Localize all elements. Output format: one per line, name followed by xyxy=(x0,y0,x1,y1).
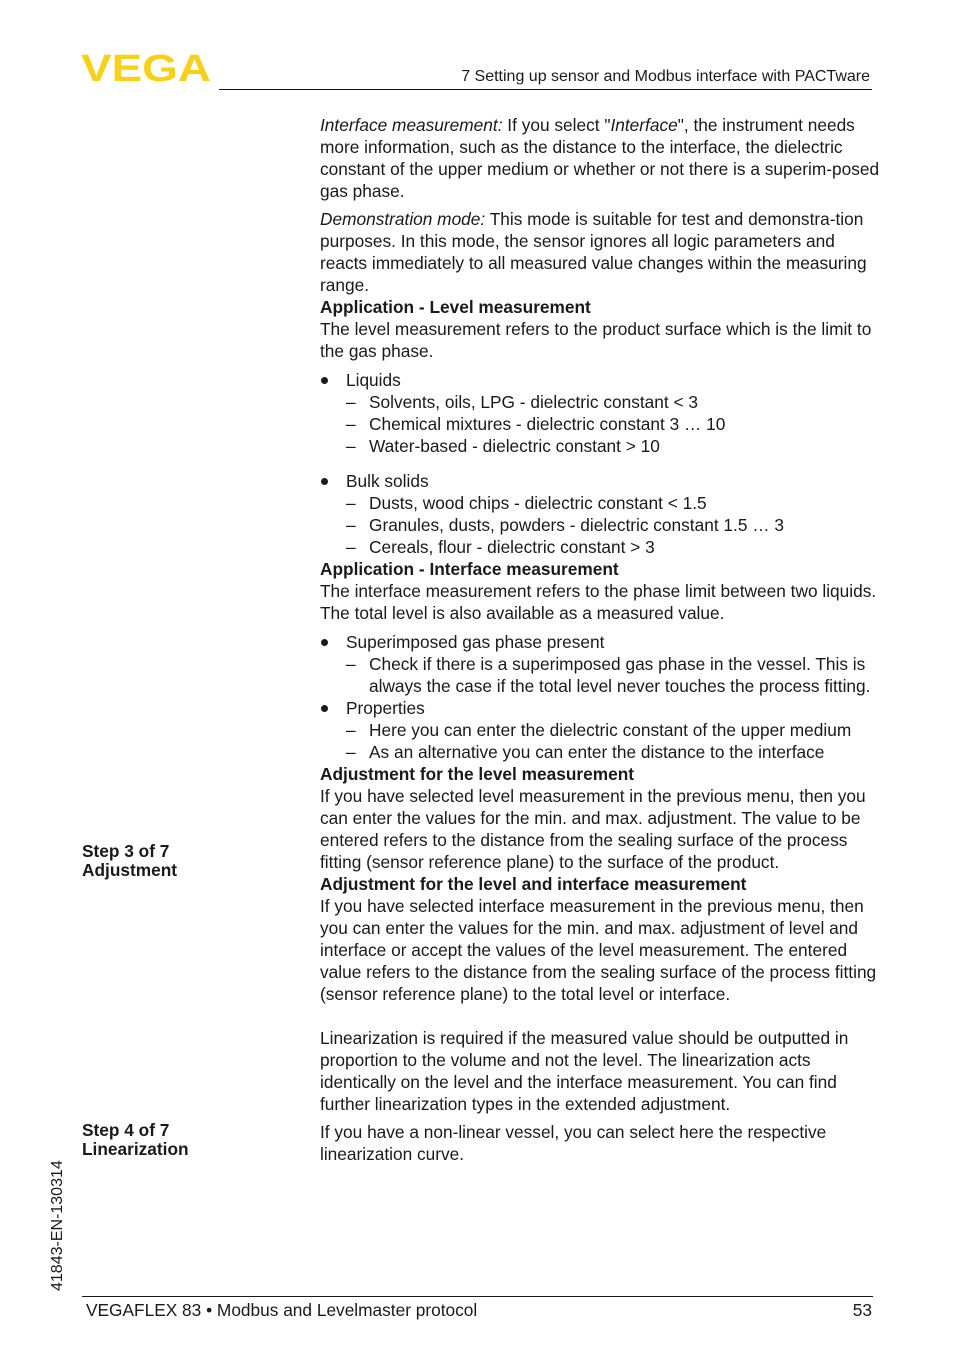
logo-text: VEGA xyxy=(81,51,211,83)
page-number: 53 xyxy=(852,1300,872,1320)
sub-list-item: – Granules, dusts, powders - dielectric constant 1.5 … 3 xyxy=(346,514,880,536)
level-adjustment-text: If you have selected level measurement in the previous menu, then you can enter the values for the min. and max. adjustment. The value to be entered refers to the distance from the sealing surface of the process fitting (sensor reference plane) to the surface of the product. xyxy=(320,786,866,872)
level-adjustment-heading: Adjustment for the level measurement xyxy=(320,764,635,784)
document-number: 41843-EN-130314 xyxy=(49,1160,66,1291)
step4-title: Linearization xyxy=(82,1139,189,1159)
interface-app-list xyxy=(320,631,880,763)
sub-list-item: – Solvents, oils, LPG - dielectric constant < 3 xyxy=(346,391,880,413)
interface-app-heading: Application - Interface measurement xyxy=(320,559,619,579)
sub-list-item: – Here you can enter the dielectric constant of the upper medium xyxy=(346,719,880,741)
list-item: Liquids – Solvents, oils, LPG - dielectric constant < 3 – Chemical mixtures - dielectric constant 3 … 10 – Water-based - dielectric constant > 10 xyxy=(320,369,880,457)
footer-product: VEGAFLEX 83 • Modbus and Levelmaster protocol xyxy=(86,1300,478,1320)
interface-term: Interface xyxy=(610,115,678,135)
demo-mode-label: Demonstration mode: xyxy=(320,209,486,229)
step3-label xyxy=(82,842,302,880)
interface-adjustment-heading: Adjustment for the level and interface measurement xyxy=(320,874,747,894)
sub-list-item: – Dusts, wood chips - dielectric constant < 1.5 xyxy=(346,492,880,514)
sub-list-item: – Cereals, flour - dielectric constant > 3 xyxy=(346,536,880,558)
interface-app-text: The interface measurement refers to the phase limit between two liquids. The total level is also available as a measured value. xyxy=(320,581,877,623)
interface-adjustment-text: If you have selected interface measurement in the previous menu, then you can enter the values for the min. and max. adjustment of level and interface or accept the values of the level measurement. The entered value refers to the distance from the sealing surface of the process fitting (sensor reference plane) to the total level or interface. xyxy=(320,896,877,1004)
main-content xyxy=(320,114,880,1165)
list-item: Superimposed gas phase present – Check if there is a superimposed gas phase in the vessel. This is always the case if the total level never touches the process fitting. xyxy=(320,631,880,697)
step4-label xyxy=(82,1121,302,1159)
linearization-curve-text: If you have a non-linear vessel, you can select here the respective linearization curve. xyxy=(320,1122,827,1164)
linearization-text: Linearization is required if the measured value should be outputted in proportion to the volume and not the level. The linearization acts identically on the level and the interface measurement. You can find further linearization types in the extended adjustment. xyxy=(320,1028,849,1114)
level-app-text: The level measurement refers to the product surface which is the limit to the gas phase. xyxy=(320,319,872,361)
header-divider xyxy=(219,89,872,90)
interface-mode-label: Interface measurement: xyxy=(320,115,503,135)
sub-list-item: – Check if there is a superimposed gas phase in the vessel. This is always the case if the total level never touches the process fitting. xyxy=(346,653,880,697)
vega-logo xyxy=(81,51,211,83)
sub-list-item: – Chemical mixtures - dielectric constant 3 … 10 xyxy=(346,413,880,435)
list-item: Bulk solids – Dusts, wood chips - dielectric constant < 1.5 – Granules, dusts, powders - dielectric constant 1.5 … 3 – Cereals, flour - dielectric constant > 3 xyxy=(320,470,880,558)
level-app-list xyxy=(320,369,880,558)
sub-list-item: – As an alternative you can enter the distance to the interface xyxy=(346,741,880,763)
footer-divider xyxy=(82,1296,873,1297)
step4-step: Step 4 of 7 xyxy=(82,1120,170,1140)
chapter-title: 7 Setting up sensor and Modbus interface with PACTware xyxy=(461,68,870,85)
interface-mode-paragraph: Interface measurement: If you select "Interface", the instrument needs more information, such as the distance to the interface, the dielectric constant of the upper medium or whether or not there is a superim-posed gas phase. xyxy=(320,115,880,201)
sub-list-item: – Water-based - dielectric constant > 10 xyxy=(346,435,880,457)
level-app-heading: Application - Level measurement xyxy=(320,297,591,317)
demo-mode-paragraph: Demonstration mode: This mode is suitable for test and demonstra-tion purposes. In this mode, the sensor ignores all logic parameters and reacts immediately to all measured value changes within the measuring range. xyxy=(320,209,867,295)
step3-step: Step 3 of 7 xyxy=(82,841,170,861)
step3-title: Adjustment xyxy=(82,860,178,880)
list-item: Properties – Here you can enter the dielectric constant of the upper medium – As an alternative you can enter the distance to the interface xyxy=(320,697,880,763)
